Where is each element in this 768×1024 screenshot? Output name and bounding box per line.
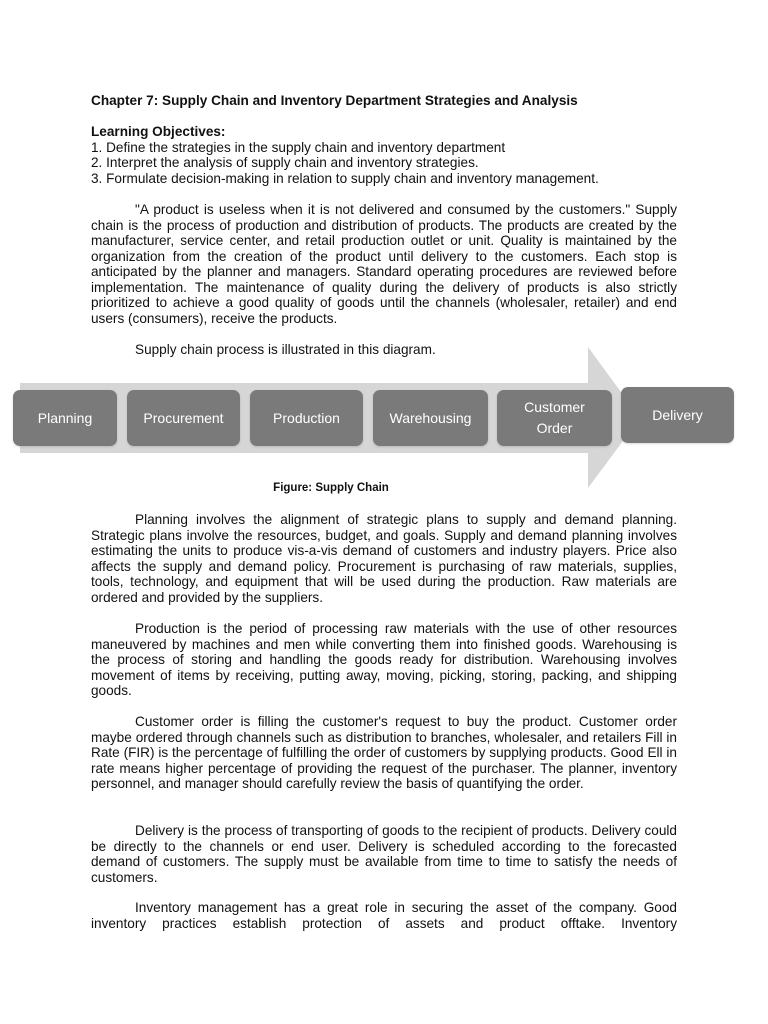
chapter-title: Chapter 7: Supply Chain and Inventory Department Strategies and Analysis [91, 93, 578, 108]
step-production: Production [250, 390, 363, 446]
intro-paragraph: "A product is useless when it is not delivered and consumed by the customers." Supply chain is the process of production and distribution of products. The products are created by the manufacturer, service center, and retail production outlet or unit. Quality is maintained by the organization from the creation of the product until delivery to the customers. Each stop is anticipated by the planner and managers. Standard operating procedures are reviewed before implementation. The maintenance of quality during the delivery of products is also strictly prioritized to achieve a good quality of goods until the channels (wholesaler, retailer) and end users (consumers), receive the products. [91, 202, 677, 326]
objective-item: 3. Formulate decision-making in relation to supply chain and inventory management. [91, 170, 599, 186]
objective-item: 1. Define the strategies in the supply chain and inventory department [91, 139, 506, 155]
planning-paragraph: Planning involves the alignment of strategic plans to supply and demand planning. Strategic plans involve the resources, budget, and goals. Supply and demand planning involves estimating the units to produce vis-a-vis demand of customers and industry players. Price also affects the supply and demand policy. Procurement is purchasing of raw materials, supplies, tools, technology, and equipment that will be used during the production. Raw materials are ordered and provided by the suppliers. [91, 512, 677, 605]
figure-caption: Figure: Supply Chain [273, 482, 389, 494]
step-customer-order: Customer Order [497, 390, 612, 446]
step-delivery: Delivery [621, 387, 734, 443]
step-procurement: Procurement [127, 390, 240, 446]
production-paragraph: Production is the period of processing raw materials with the use of other resources maneuvered by machines and men while converting them into finished goods. Warehousing is the process of storing and handling the goods ready for distribution. Warehousing involves movement of items by receiving, putting away, moving, picking, storing, packing, and shipping goods. [91, 621, 677, 698]
learning-objectives [91, 124, 677, 186]
customer-order-paragraph: Customer order is filling the customer's request to buy the product. Customer order maybe ordered through channels such as distribution to branches, wholesaler, and retailers Fill in Rate (FIR) is the percentage of fulfilling the order of customers by supplying products. Good Ell in rate means higher percentage of providing the request of the purchaser. The planner, inventory personnel, and manager should carefully review the basis of quantifying the order. [91, 714, 677, 791]
diagram-intro-paragraph: Supply chain process is illustrated in this diagram. [135, 342, 436, 357]
delivery-paragraph: Delivery is the process of transporting of goods to the recipient of products. Delivery could be directly to the channels or end user. Delivery is scheduled according to the forecasted demand of customers. The supply must be available from time to time to satisfy the needs of customers. [91, 823, 677, 885]
objectives-label: Learning Objectives: [91, 124, 226, 139]
objective-item: 2. Interpret the analysis of supply chain and inventory strategies. [91, 155, 479, 170]
step-warehousing: Warehousing [373, 390, 488, 446]
supply-chain-diagram [0, 345, 768, 490]
step-planning: Planning [13, 390, 117, 446]
inventory-paragraph: Inventory management has a great role in securing the asset of the company. Good inventory practices establish protection of assets and product offtake. Inventory [91, 900, 677, 931]
